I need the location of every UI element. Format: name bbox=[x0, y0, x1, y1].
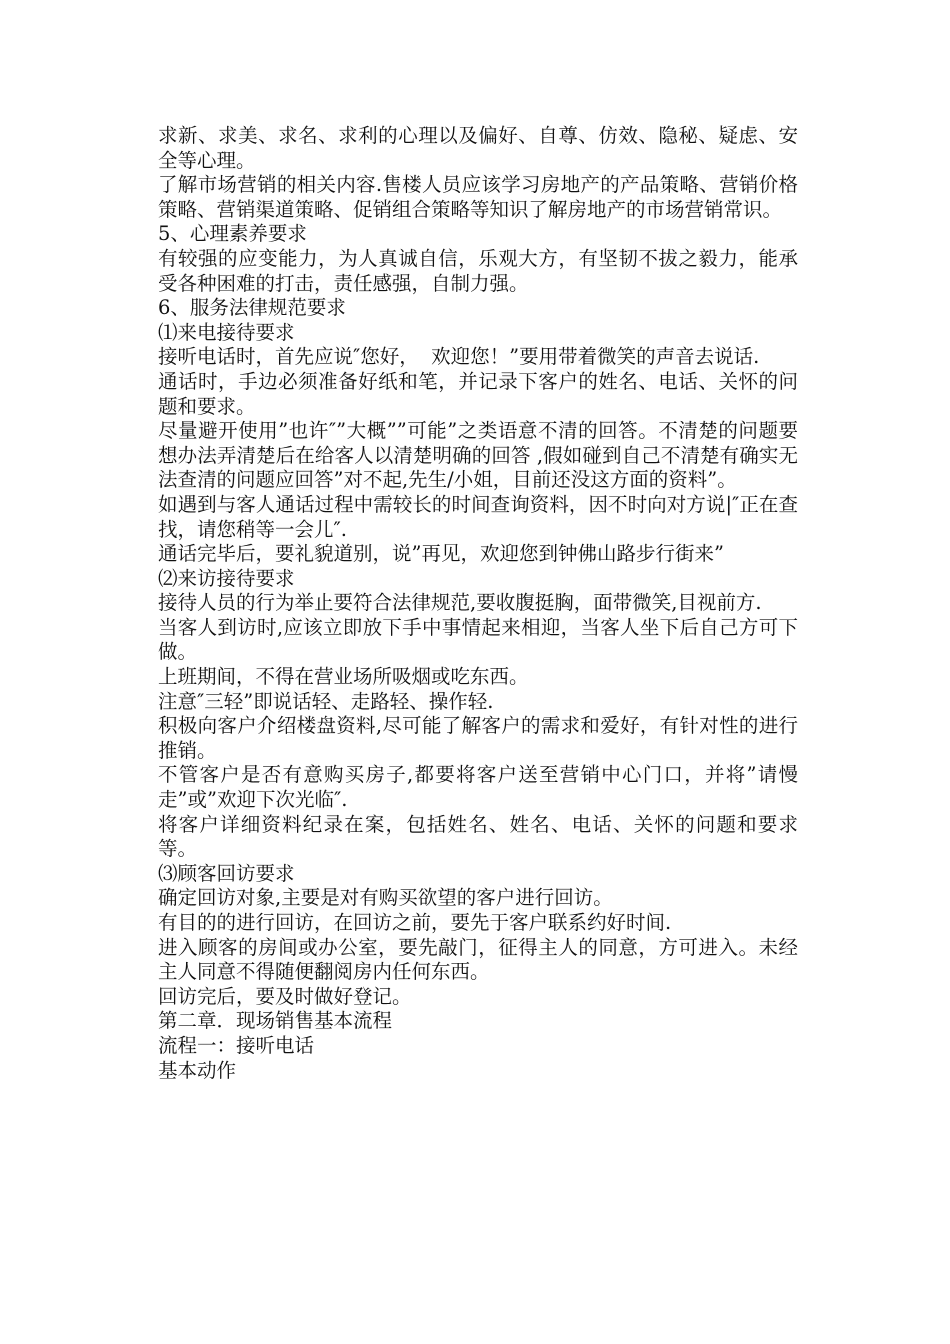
paragraph-visit-promote: 积极向客户介绍楼盘资料,尽可能了解客户的需求和爱好，有针对性的进行推销。 bbox=[158, 714, 798, 762]
subsection-heading-phone: ⑴来电接待要求 bbox=[158, 320, 295, 344]
paragraph-revisit-register: 回访完后，要及时做好登记。 bbox=[158, 984, 412, 1008]
paragraph-visit-greeting: 当客人到访时,应该立即放下手中事情起来相迎，当客人坐下后自己方可下做。 bbox=[158, 615, 798, 664]
paragraph-revisit-appointment: 有目的的进行回访，在回访之前，要先于客户联系约好时间. bbox=[158, 911, 672, 934]
paragraph-revisit-knock: 进入顾客的房间或办公室，要先敲门，征得主人的同意，方可进入。未经主人同意不得随便翻阅房内任何东西。 bbox=[158, 935, 798, 984]
paragraph-visit-records: 将客户详细资料纪录在案，包括姓名、姓名、电话、关怀的问题和要求等。 bbox=[158, 812, 798, 861]
paragraph-phone-notes: 通话时，手边必须准备好纸和笔，并记录下客户的姓名、电话、关怀的问题和要求。 bbox=[158, 369, 798, 418]
paragraph-phone-goodbye: 通话完毕后，要礼貌道别，说”再见，欢迎您到钟佛山路步行街来” bbox=[158, 542, 724, 566]
paragraph-marketing-knowledge: 了解市场营销的相关内容.售楼人员应该学习房地产的产品策略、营销价格策略、营销渠道策略、促销组合策略等知识了解房地产的市场营销常识。 bbox=[158, 173, 798, 221]
section-heading-5: 5、心理素养要求 bbox=[158, 222, 307, 246]
paragraph-phone-clarity: 尽量避开使用”也许″”大概””可能”之类语意不清的回答。不清楚的问题要想办法弄清楚后在给客人以清楚明确的回答 ,假如碰到自己不清楚有确实无法查清的问题应回答”对不起,先生/小姐，目前还没这方面的资料”。 bbox=[158, 419, 798, 492]
process-heading-1: 流程一：接听电话 bbox=[158, 1033, 315, 1057]
paragraph-phone-greeting: 接听电话时，首先应说″您好， 欢迎您！”要用带着微笑的声音去说话. bbox=[158, 345, 760, 369]
subsection-heading-visit: ⑵来访接待要求 bbox=[158, 566, 295, 590]
paragraph-mental-quality: 有较强的应变能力，为人真诚自信，乐观大方，有坚韧不拔之毅力，能承受各种困难的打击，责任感强，自制力强。 bbox=[158, 246, 798, 295]
paragraph-visit-posture: 接待人员的行为举止要符合法律规范,要收腹挺胸，面带微笑,目视前方. bbox=[158, 591, 762, 615]
paragraph-visit-three-light: 注意″三轻”即说话轻、走路轻、操作轻. bbox=[158, 689, 494, 713]
document-page bbox=[158, 124, 798, 1083]
chapter-heading-2: 第二章．现场销售基本流程 bbox=[158, 1009, 393, 1033]
paragraph-psychology: 求新、求美、求名、求利的心理以及偏好、自尊、仿效、隐秘、疑虑、安全等心理。 bbox=[158, 124, 798, 172]
paragraph-visit-no-smoking: 上班期间，不得在营业场所吸烟或吃东西。 bbox=[158, 665, 529, 689]
section-heading-6: 6、服务法律规范要求 bbox=[158, 296, 346, 320]
paragraph-revisit-target: 确定回访对象,主要是对有购买欲望的客户进行回访。 bbox=[158, 886, 613, 910]
paragraph-visit-seeoff: 不管客户是否有意购买房子,都要将客户送至营销中心门口，并将”请慢走”或”欢迎下次光临″. bbox=[158, 763, 798, 812]
subsection-heading-revisit: ⑶顾客回访要求 bbox=[158, 861, 295, 885]
paragraph-phone-wait: 如遇到与客人通话过程中需较长的时间查询资料，因不时向对方说|″正在查找，请您稍等一会儿″. bbox=[158, 492, 798, 541]
basic-actions-heading: 基本动作 bbox=[158, 1058, 237, 1082]
